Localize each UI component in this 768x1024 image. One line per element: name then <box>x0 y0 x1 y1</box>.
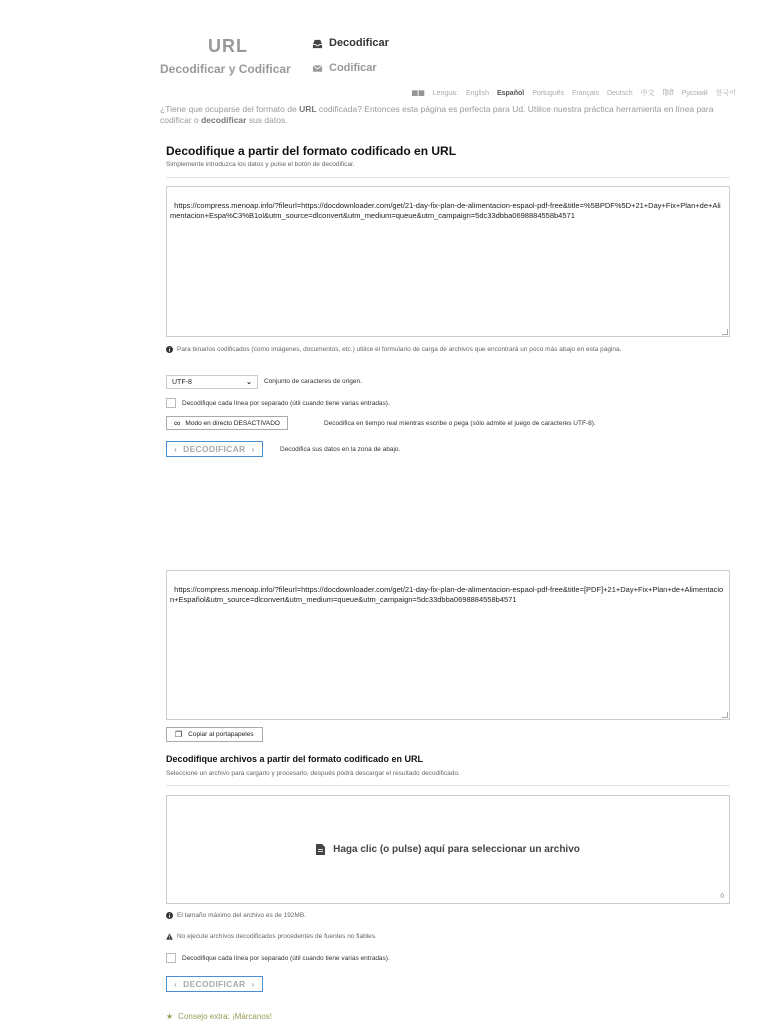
bookmark-tip[interactable] <box>166 1012 272 1021</box>
star-icon: ★ <box>166 1012 174 1021</box>
binary-note: Para binarios codificados (como imágenes, documentos, etc.) utilice el formulario de carga de archivos que encontrará un poco más abajo en esta página. <box>166 345 730 355</box>
logo-title[interactable]: URL <box>208 36 248 56</box>
charset-select[interactable] <box>166 375 258 389</box>
lang-espanol[interactable]: Español <box>496 89 525 97</box>
language-bar <box>411 88 736 98</box>
file-section-subtitle: Seleccione un archivo para cargarlo y procesarlo, después podrá descargar el resultado decodificado. <box>166 770 460 777</box>
per-line-checkbox[interactable] <box>166 398 176 408</box>
divider <box>166 177 730 178</box>
logo-subtitle[interactable]: Decodificar y Codificar <box>160 62 291 76</box>
lang-hindi[interactable]: हिंदी <box>662 89 674 97</box>
live-mode-label: Modo en directo DESACTIVADO <box>185 419 280 427</box>
copy-button[interactable] <box>166 727 263 742</box>
lang-russian[interactable]: Русский <box>681 89 708 97</box>
info-icon <box>166 346 173 353</box>
encoded-input[interactable] <box>166 186 730 337</box>
file-decode-button[interactable] <box>166 976 263 992</box>
decode-section-subtitle: Simplemente introduzca los datos y pulse el botón de decodificar. <box>166 161 355 168</box>
clipboard-icon: ❐ <box>175 730 183 739</box>
resize-handle[interactable] <box>722 329 728 335</box>
lang-portugues[interactable]: Português <box>532 89 565 97</box>
charset-label: Conjunto de caracteres de origen. <box>264 378 362 385</box>
nav-encode-label: Codificar <box>329 62 377 74</box>
file-section-title: Decodifique archivos a partir del formato codificado en URL <box>166 754 424 764</box>
file-dropzone[interactable] <box>166 795 730 904</box>
copy-button-label: Copiar al portapapeles <box>188 731 254 738</box>
decode-button[interactable] <box>166 441 263 457</box>
warning-icon <box>166 933 173 940</box>
charset-value: UTF-8 <box>172 378 192 386</box>
file-count: 0 <box>720 893 724 900</box>
file-per-line-label: Decodifique cada línea por separado (útil cuando tiene varias entradas). <box>182 954 390 962</box>
decoded-output[interactable] <box>166 570 730 720</box>
chevron-right-icon: › <box>251 979 255 989</box>
intro-text: ¿Tiene que ocuparse del formato de URL codificada? Entonces esta página es perfecta para Ud. Utilice nuestra práctica herramienta en línea para codificar o decodificar sus datos. <box>160 104 714 125</box>
max-size-note: El tamaño máximo del archivo es de 192MB. <box>166 911 730 921</box>
language-label: Lengua: <box>432 89 458 97</box>
chevron-right-icon: › <box>251 444 255 454</box>
decode-description: Decodifica sus datos en la zona de abajo. <box>280 446 401 453</box>
per-line-option[interactable] <box>166 398 390 408</box>
toggle-off-icon: ∞ <box>174 417 181 428</box>
file-per-line-option[interactable] <box>166 953 390 963</box>
lang-deutsch[interactable]: Deutsch <box>606 89 633 97</box>
live-mode-button[interactable] <box>166 416 288 430</box>
decode-section-title: Decodifique a partir del formato codificado en URL <box>166 144 457 158</box>
lang-korean[interactable]: 한국어 <box>715 90 736 97</box>
language-icon: ▦▦ <box>411 90 425 97</box>
decode-button-label: DECODIFICAR <box>183 444 246 454</box>
lang-chinese[interactable]: 中文 <box>640 90 655 97</box>
inbox-icon <box>312 38 323 49</box>
chevron-left-icon: ‹ <box>174 444 178 454</box>
live-mode-description: Decodifica en tiempo real mientras escribe o pega (sólo admite el juego de caracteres UTF-8). <box>324 420 596 427</box>
warning-note: No ejecute archivos decodificados procedentes de fuentes no fiables. <box>166 932 730 942</box>
file-icon <box>316 844 325 855</box>
bookmark-tip-label: Consejo extra: ¡Márcanos! <box>178 1012 272 1021</box>
per-line-label: Decodifique cada línea por separado (útil cuando tiene varias entradas). <box>182 399 390 407</box>
divider <box>166 785 730 786</box>
encoded-input-value: https://compress.menoap.info/?fileurl=https://docdownloader.com/get/21-day-fix-plan-de-alimentacion-espaol-pdf-free&title=%5BPDF%5D+21+Day+Fix+Plan+de+Alimentacion+Espa%C3%B1ol&utm_source=dlconvert&utm_medium=queue&utm_campaign=5dc33dbba0698884558b4571 <box>170 201 721 220</box>
lang-english[interactable]: English <box>466 89 489 97</box>
file-per-line-checkbox[interactable] <box>166 953 176 963</box>
nav-decode-label: Decodificar <box>329 37 389 49</box>
info-icon <box>166 912 173 919</box>
nav-decode-link[interactable] <box>312 37 389 49</box>
decoded-output-value: https://compress.menoap.info/?fileurl=https://docdownloader.com/get/21-day-fix-plan-de-alimentacion-espaol-pdf-free&title=[PDF]+21+Day+Fix+Plan+de+Alimentacion+Español&utm_source=dlconvert&utm_medium=queue&utm_campaign=5dc33dbba0698884558b4571 <box>170 585 724 604</box>
nav-encode-link[interactable] <box>312 62 377 74</box>
chevron-left-icon: ‹ <box>174 979 178 989</box>
file-decode-button-label: DECODIFICAR <box>183 979 246 989</box>
resize-handle[interactable] <box>722 712 728 718</box>
lang-francais[interactable]: Français <box>572 89 599 97</box>
envelope-icon <box>312 63 323 74</box>
dropzone-label: Haga clic (o pulse) aquí para seleccionar un archivo <box>333 844 580 855</box>
chevron-down-icon: ⌄ <box>246 379 252 386</box>
